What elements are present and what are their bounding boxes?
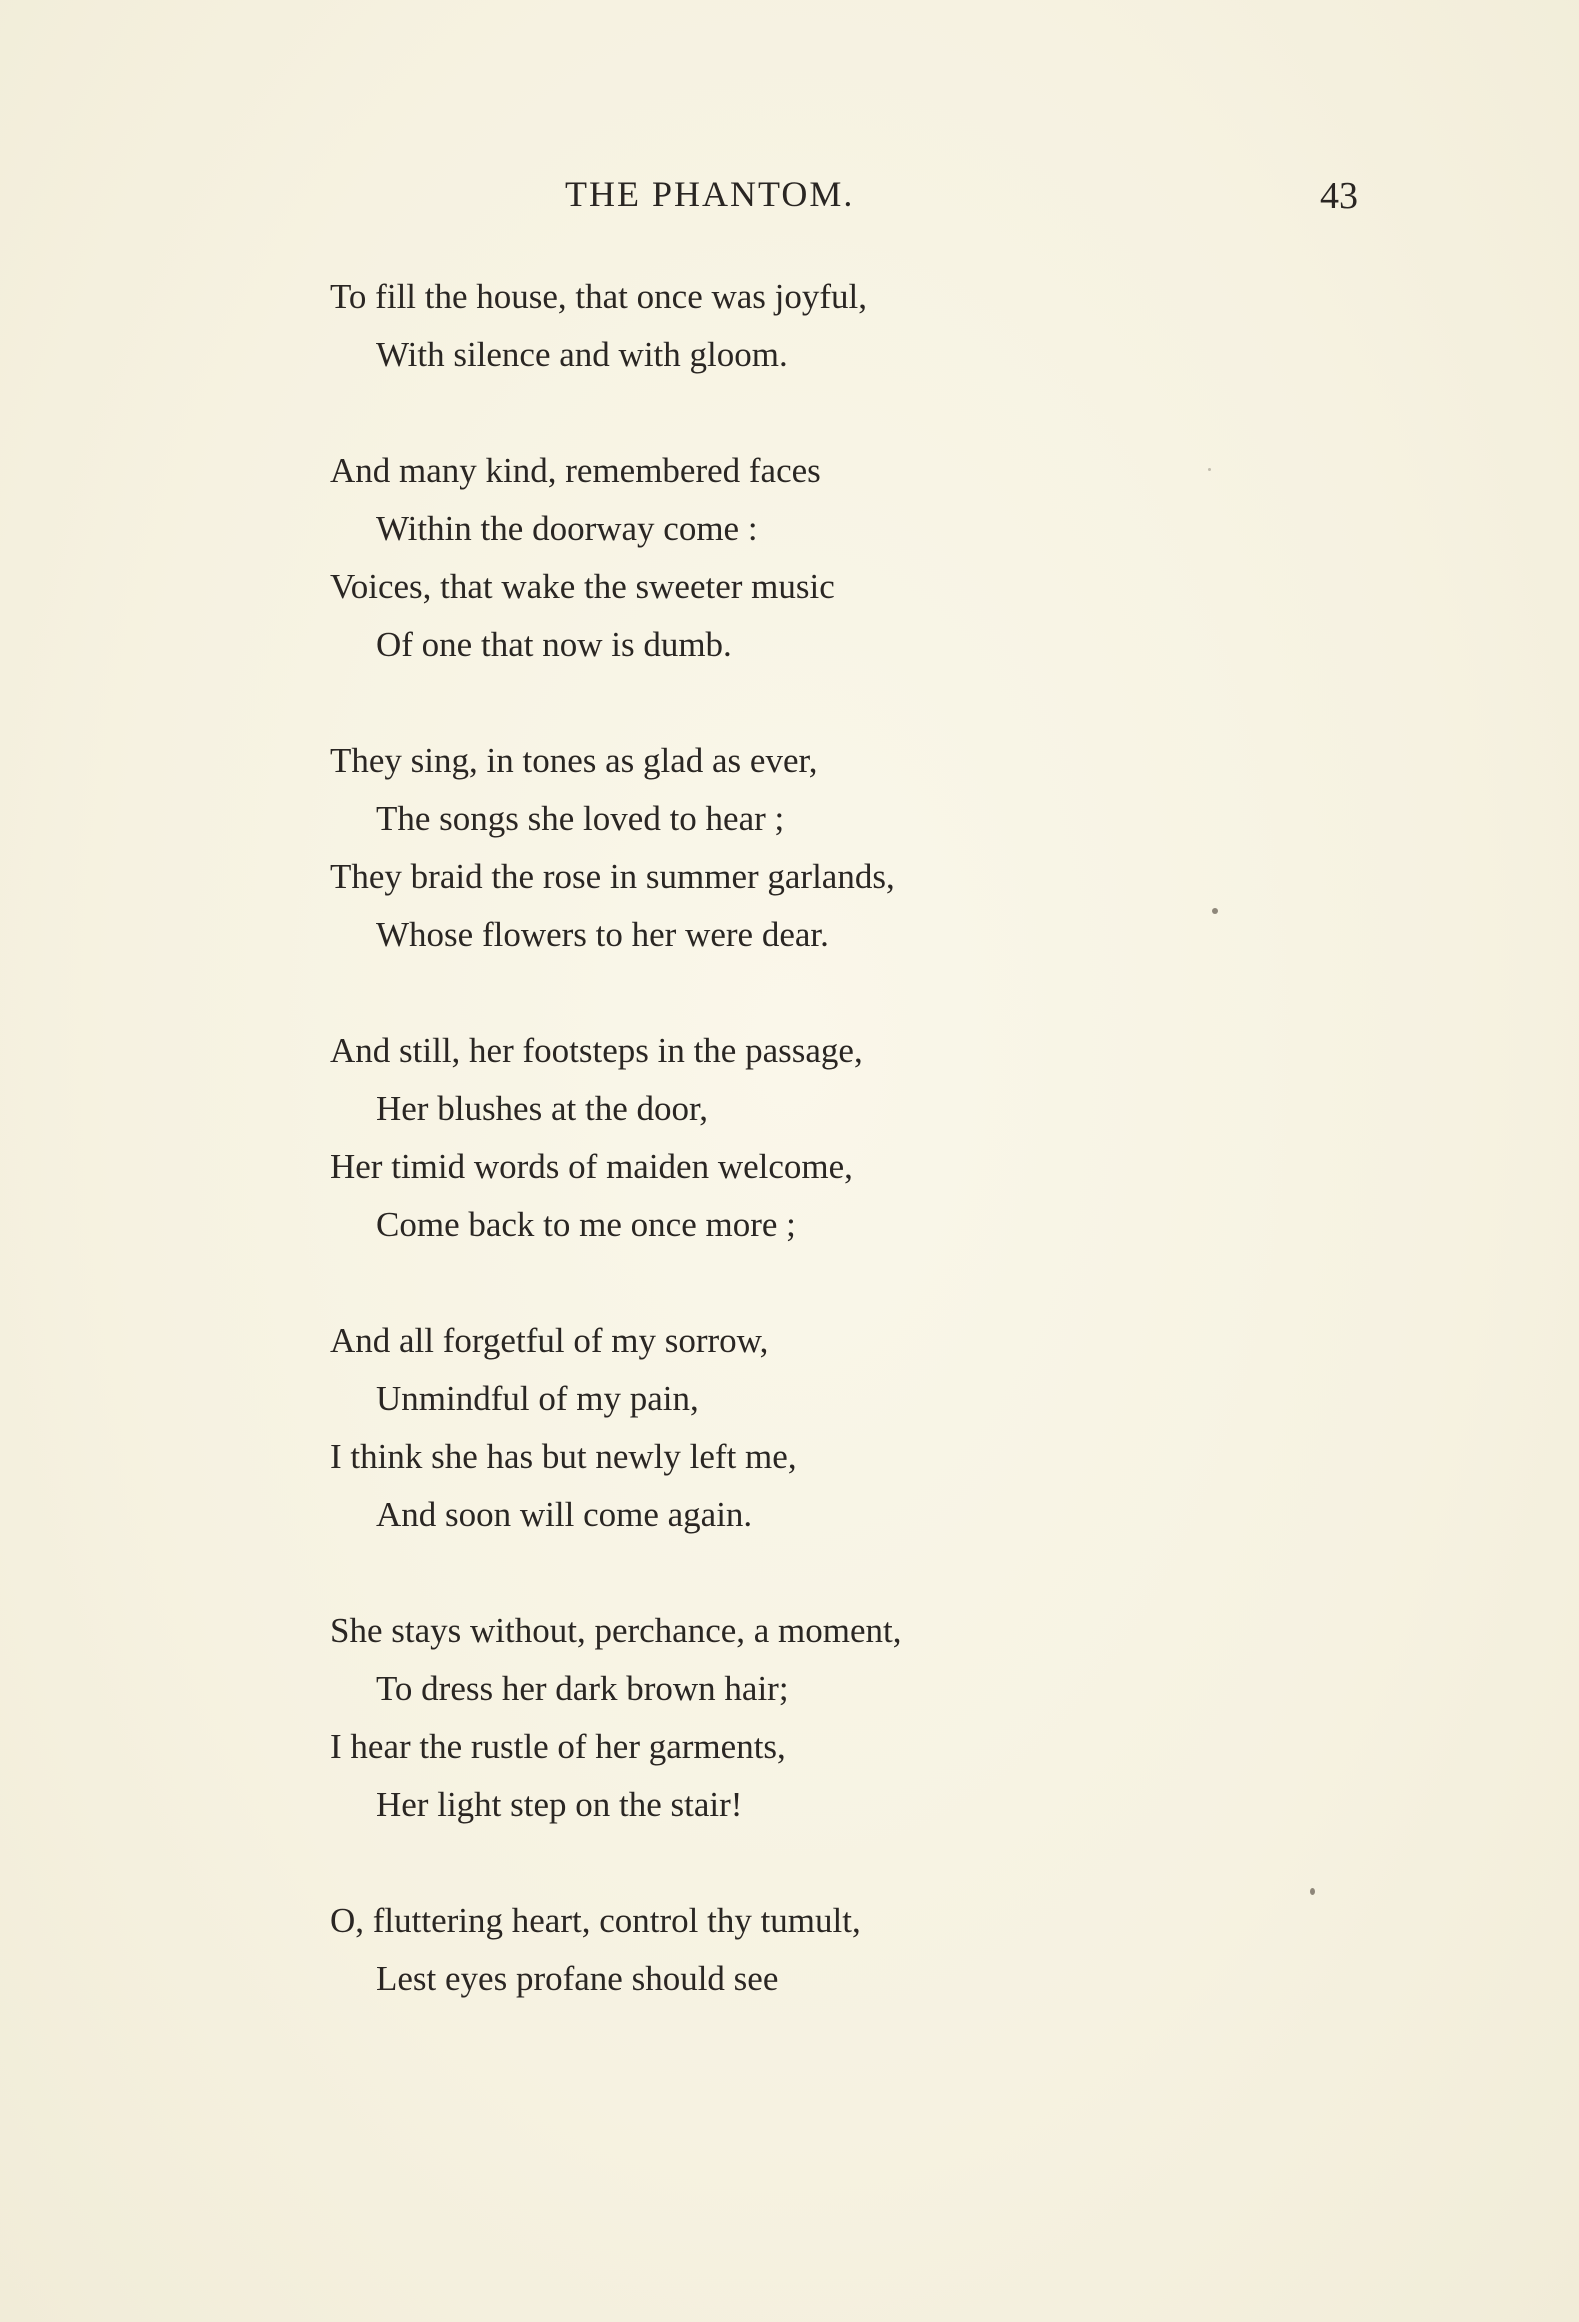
running-title: THE PHANTOM. xyxy=(565,174,855,214)
paper-speck xyxy=(1208,468,1211,471)
poem-line: Lest eyes profane should see xyxy=(376,1959,779,1998)
poem-line: I think she has but newly left me, xyxy=(330,1437,797,1476)
poem-line: She stays without, perchance, a moment, xyxy=(330,1611,902,1650)
poem-line: And many kind, remembered faces xyxy=(330,451,821,490)
poem-line: Come back to me once more ; xyxy=(376,1205,796,1244)
poem-line: The songs she loved to hear ; xyxy=(376,799,785,838)
stanza xyxy=(330,732,1330,964)
poem-line: And still, her footsteps in the passage, xyxy=(330,1031,863,1070)
paper-speck xyxy=(1310,1888,1315,1895)
poem-line: Her blushes at the door, xyxy=(376,1089,708,1128)
poem-line: To fill the house, that once was joyful, xyxy=(330,277,868,316)
poem-line: Of one that now is dumb. xyxy=(376,625,732,664)
stanza xyxy=(330,1312,1330,1544)
poem-line: And soon will come again. xyxy=(376,1495,753,1534)
poem-line: With silence and with gloom. xyxy=(376,335,788,374)
poem-body xyxy=(330,268,1330,2066)
poem-line: Within the doorway come : xyxy=(376,509,758,548)
poem-line: And all forgetful of my sorrow, xyxy=(330,1321,769,1360)
poem-line: Unmindful of my pain, xyxy=(376,1379,699,1418)
stanza xyxy=(330,1022,1330,1254)
poem-line: I hear the rustle of her garments, xyxy=(330,1727,786,1766)
poem-line: Voices, that wake the sweeter music xyxy=(330,567,835,606)
poem-line: Whose flowers to her were dear. xyxy=(376,915,829,954)
stanza xyxy=(330,1892,1330,2008)
poem-line: Her light step on the stair! xyxy=(376,1785,743,1824)
poem-line: O, fluttering heart, control thy tumult, xyxy=(330,1901,861,1940)
poem-line: They sing, in tones as glad as ever, xyxy=(330,741,818,780)
poem-line: They braid the rose in summer garlands, xyxy=(330,857,895,896)
poem-line: To dress her dark brown hair; xyxy=(376,1669,789,1708)
paper-speck xyxy=(1212,908,1218,914)
stanza xyxy=(330,442,1330,674)
stanza xyxy=(330,1602,1330,1834)
poem-line: Her timid words of maiden welcome, xyxy=(330,1147,853,1186)
stanza xyxy=(330,268,1330,384)
page-number: 43 xyxy=(1320,175,1358,217)
